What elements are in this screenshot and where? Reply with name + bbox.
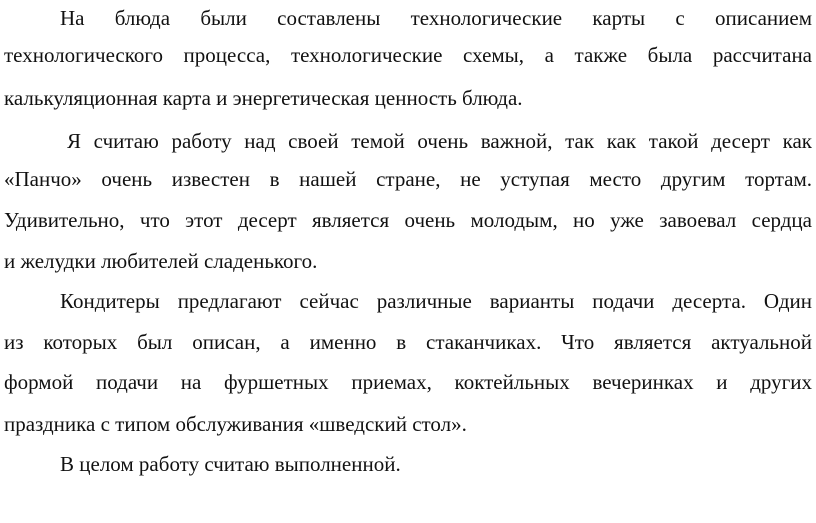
paragraph-line: Кондитеры предлагают сейчас различные варианты подачи десерта. Один [60, 289, 812, 313]
paragraph-line: Я считаю работу над своей темой очень важной, так как такой десерт как [67, 129, 812, 153]
paragraph-line: технологического процесса, технологические схемы, а также была рассчитана [4, 43, 812, 67]
paragraph-line: и желудки любителей сладенького. [4, 249, 318, 273]
paragraph-line: «Панчо» очень известен в нашей стране, не уступая место другим тортам. [4, 167, 812, 191]
paragraph-line: Удивительно, что этот десерт является очень молодым, но уже завоевал сердца [4, 208, 812, 232]
paragraph-line: из которых был описан, а именно в стаканчиках. Что является актуальной [4, 330, 812, 354]
paragraph-line: калькуляционная карта и энергетическая ценность блюда. [4, 86, 523, 110]
paragraph-line: На блюда были составлены технологические карты с описанием [60, 6, 812, 30]
paragraph-line: формой подачи на фуршетных приемах, коктейльных вечеринках и других [4, 370, 812, 394]
paragraph-line: В целом работу считаю выполненной. [60, 452, 401, 476]
paragraph-line: праздника с типом обслуживания «шведский стол». [4, 412, 467, 436]
